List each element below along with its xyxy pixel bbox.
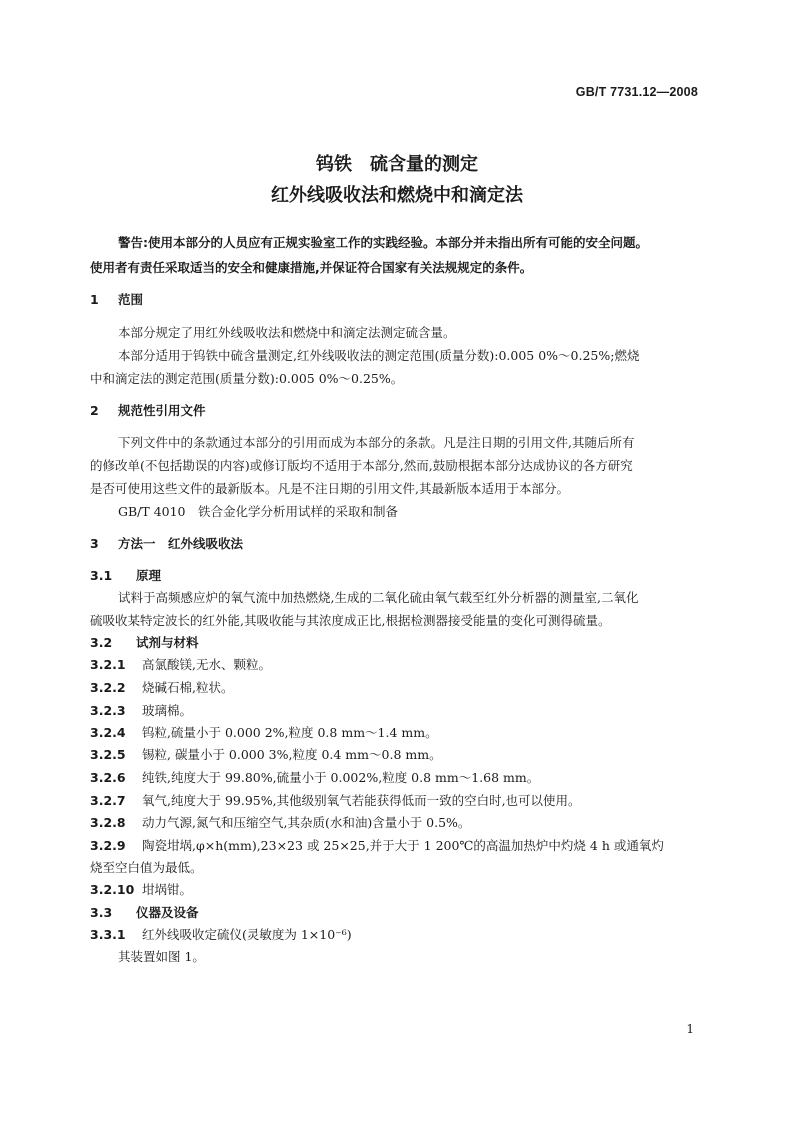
item-number: 3.2.8 (90, 815, 126, 830)
document-title-line1: 钨铁 硫含量的测定 (316, 154, 478, 175)
item-text: 氧气,纯度大于 99.95%,其他级别氧气若能获得低而一致的空白时,也可以使用。 (142, 793, 581, 808)
list-item (90, 881, 192, 899)
standard-code: GB/T 7731.12—2008 (575, 85, 698, 99)
subsection-number: 3.1 (90, 568, 113, 583)
list-item (90, 679, 233, 697)
item-text: 纯铁,纯度大于 99.80%,硫量小于 0.002%,粒度 0.8 mm～1.68 mm。 (142, 770, 540, 785)
section-number: 2 (90, 403, 99, 418)
item-number: 3.2.10 (90, 882, 135, 897)
subsection-title: 原理 (136, 568, 162, 583)
subsection-3-1-heading (90, 567, 161, 585)
section-2-heading (90, 402, 206, 420)
document-title-line2: 红外线吸收法和燃烧中和滴定法 (271, 185, 523, 206)
section-title: 方法一 红外线吸收法 (118, 536, 244, 551)
item-text: 高氯酸镁,无水、颗粒。 (142, 657, 271, 672)
section-1-heading (90, 291, 143, 309)
item-number: 3.2.3 (90, 703, 126, 718)
paragraph: 的修改单(不包括勘误的内容)或修订版均不适用于本部分,然而,鼓励根据本部分达成协议的各方研究 (90, 458, 633, 473)
item-text: 红外线吸收定硫仪(灵敏度为 1×10⁻⁶) (142, 927, 352, 942)
item-text: 玻璃棉。 (142, 703, 193, 718)
item-number: 3.2.4 (90, 725, 126, 740)
list-item (90, 656, 271, 674)
item-number: 3.2.2 (90, 680, 126, 695)
item-text: 钨粒,硫量小于 0.000 2%,粒度 0.8 mm～1.4 mm。 (142, 725, 438, 740)
warning-line1: 警告:使用本部分的人员应有正规实验室工作的实践经验。本部分并未指出所有可能的安全问题。 (118, 235, 649, 250)
paragraph: 其装置如图 1。 (118, 949, 205, 964)
list-item (90, 792, 581, 810)
item-text: 烧碱石棉,粒状。 (142, 680, 234, 695)
item-number: 3.2.6 (90, 770, 126, 785)
page-number: 1 (686, 1022, 694, 1036)
item-text: 锡粒, 碳量小于 0.000 3%,粒度 0.4 mm～0.8 mm。 (142, 747, 442, 762)
paragraph: 本部分规定了用红外线吸收法和燃烧中和滴定法测定硫含量。 (118, 325, 456, 340)
subsection-3-2-heading (90, 634, 199, 652)
item-text: 陶瓷坩埚,φ×h(mm),23×23 或 25×25,并于大于 1 200℃的高温加热炉中灼烧 4 h 或通氧灼 (142, 838, 664, 853)
list-item (90, 746, 442, 764)
list-item-continuation: 烧至空白值为最低。 (90, 860, 203, 875)
item-number: 3.2.5 (90, 747, 126, 762)
subsection-number: 3.3 (90, 905, 113, 920)
item-text: 动力气源,氮气和压缩空气,其杂质(水和油)含量小于 0.5%。 (142, 815, 471, 830)
paragraph: 下列文件中的条款通过本部分的引用而成为本部分的条款。凡是注日期的引用文件,其随后所有 (118, 435, 635, 450)
section-3-heading (90, 535, 243, 553)
list-item (90, 702, 192, 720)
list-item (90, 724, 438, 742)
list-item (90, 837, 664, 855)
subsection-title: 试剂与材料 (136, 635, 199, 650)
paragraph: 中和滴定法的测定范围(质量分数):0.005 0%～0.25%。 (90, 371, 404, 386)
subsection-number: 3.2 (90, 635, 113, 650)
item-number: 3.3.1 (90, 927, 126, 942)
subsection-title: 仪器及设备 (136, 905, 199, 920)
item-number: 3.2.9 (90, 838, 126, 853)
section-number: 3 (90, 536, 99, 551)
section-title: 范围 (118, 292, 144, 307)
normative-reference: GB/T 4010 铁合金化学分析用试样的采取和制备 (118, 504, 399, 519)
section-title: 规范性引用文件 (118, 403, 206, 418)
paragraph: 是否可使用这些文件的最新版本。凡是不注日期的引用文件,其最新版本适用于本部分。 (90, 481, 569, 496)
item-number: 3.2.7 (90, 793, 126, 808)
subsubsection-3-3-1 (90, 926, 352, 944)
paragraph: 本部分适用于钨铁中硫含量测定,红外线吸收法的测定范围(质量分数):0.005 0%～0.25%;燃烧 (118, 348, 640, 363)
item-text: 坩埚钳。 (142, 882, 193, 897)
item-number: 3.2.1 (90, 657, 126, 672)
list-item (90, 769, 539, 787)
warning-line2: 使用者有责任采取适当的安全和健康措施,并保证符合国家有关法规规定的条件。 (90, 260, 533, 275)
section-number: 1 (90, 292, 99, 307)
list-item (90, 814, 470, 832)
subsection-3-3-heading (90, 904, 199, 922)
paragraph: 试料于高频感应炉的氧气流中加热燃烧,生成的二氧化硫由氧气载至红外分析器的测量室,二氧化 (118, 590, 639, 605)
paragraph: 硫吸收某特定波长的红外能,其吸收能与其浓度成正比,根据检测器接受能量的变化可测得硫量。 (90, 613, 611, 628)
